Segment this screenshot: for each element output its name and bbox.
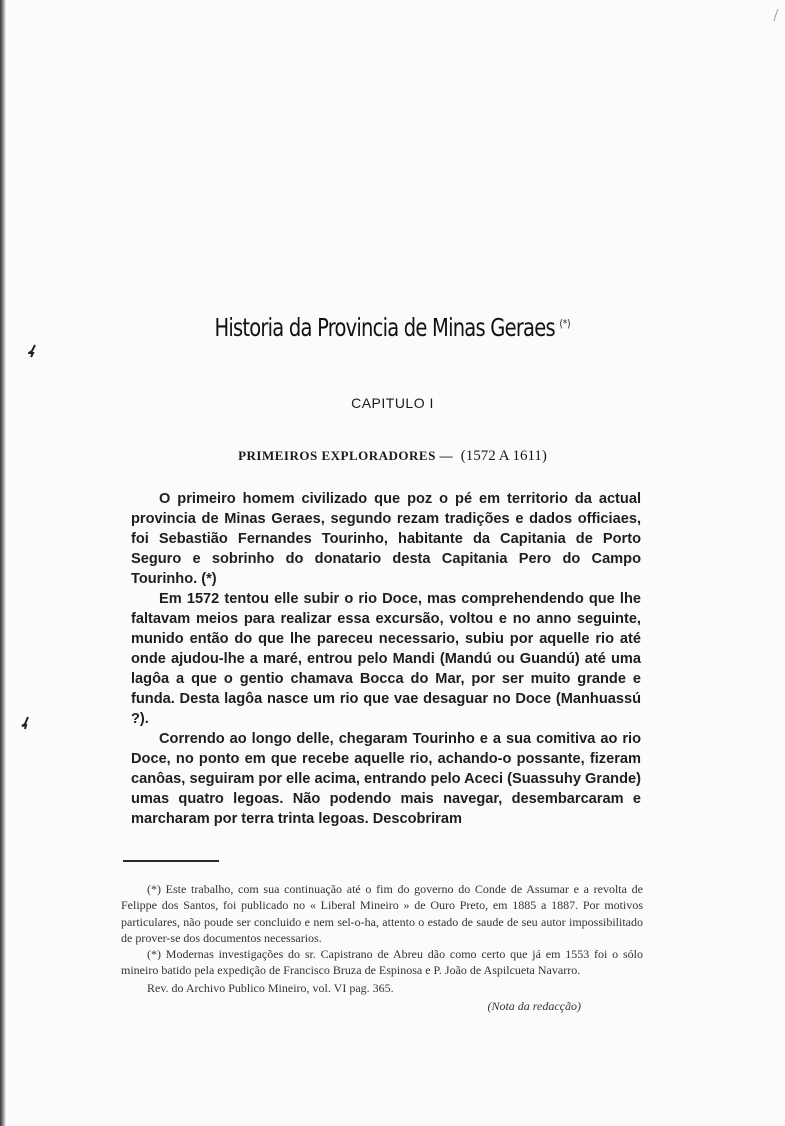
- page-title-text: Historia da Provincia de Minas Geraes: [214, 313, 555, 342]
- body-text: [131, 489, 641, 829]
- footnote-divider: [123, 860, 219, 862]
- paragraph: Em 1572 tentou elle subir o rio Doce, mas comprehendendo que lhe faltavam meios para realizar essa excursão, voltou e no anno seguinte, munido então do que lhe pareceu necessario, subiu por aquelle rio até onde ajudou-lhe a maré, entrou pelo Mandi (Mandú ou Guandú) até uma lagôa a que o gentio chamava Bocca do Mar, por ser muito grande e funda. Desta lagôa nasce um rio que vae desaguar no Doce (Manhuassú ?).: [131, 591, 641, 727]
- section-heading: [0, 448, 785, 465]
- ink-mark: [28, 344, 38, 358]
- chapter-heading: CAPITULO I: [351, 395, 434, 411]
- paragraph: Correndo ao longo delle, chegaram Tourinho e a sua comitiva ao rio Doce, no ponto em que recebe aquelle rio, achando-o possante, fizeram canôas, seguiram por elle acima, entrando pelo Aceci (Suassuhy Grande) umas quatro legoas. Não podendo mais navegar, desembarcaram e marcharam por terra trinta legoas. Descobriram: [131, 731, 641, 827]
- section-dates: (1572 A 1611): [460, 448, 547, 464]
- footnotes: [121, 881, 643, 1014]
- page-binding-edge: [0, 0, 6, 1126]
- footnote-reference: Rev. do Archivo Publico Mineiro, vol. VI pag. 365.: [147, 980, 394, 995]
- ink-mark: [772, 8, 780, 22]
- editorial-credit: (Nota da redacção): [487, 999, 581, 1014]
- section-label: PRIMEIROS EXPLORADORES —: [238, 448, 454, 463]
- footnote: (*) Este trabalho, com sua continuação até o fim do governo do Conde de Assumar e a revolta de Felippe dos Santos, foi publicado no « Liberal Mineiro » de Ouro Preto, em 1885 a 1887. Por motivos particulares, não poude ser concluido e nem sel-o-ha, attento o estado de saude de seu autor impossibilitado de prover-se dos documentos necessarios.: [121, 882, 643, 945]
- page-title: [86, 313, 698, 342]
- paragraph: O primeiro homem civilizado que poz o pé em territorio da actual provincia de Minas Geraes, segundo rezam tradições e dados officiaes, foi Sebastião Fernandes Tourinho, habitante da Capitania de Porto Seguro e sobrinho do donatario desta Capitania Pero do Campo Tourinho. (*): [131, 491, 641, 587]
- footnote-marker: (*): [559, 316, 571, 330]
- footnote: (*) Modernas investigações do sr. Capistrano de Abreu dão como certo que já em 1553 foi o sólo mineiro batido pela expedição de Francisco Bruza de Espinosa e P. João de Aspilcueta Navarro.: [121, 947, 643, 978]
- ink-mark: [20, 716, 30, 730]
